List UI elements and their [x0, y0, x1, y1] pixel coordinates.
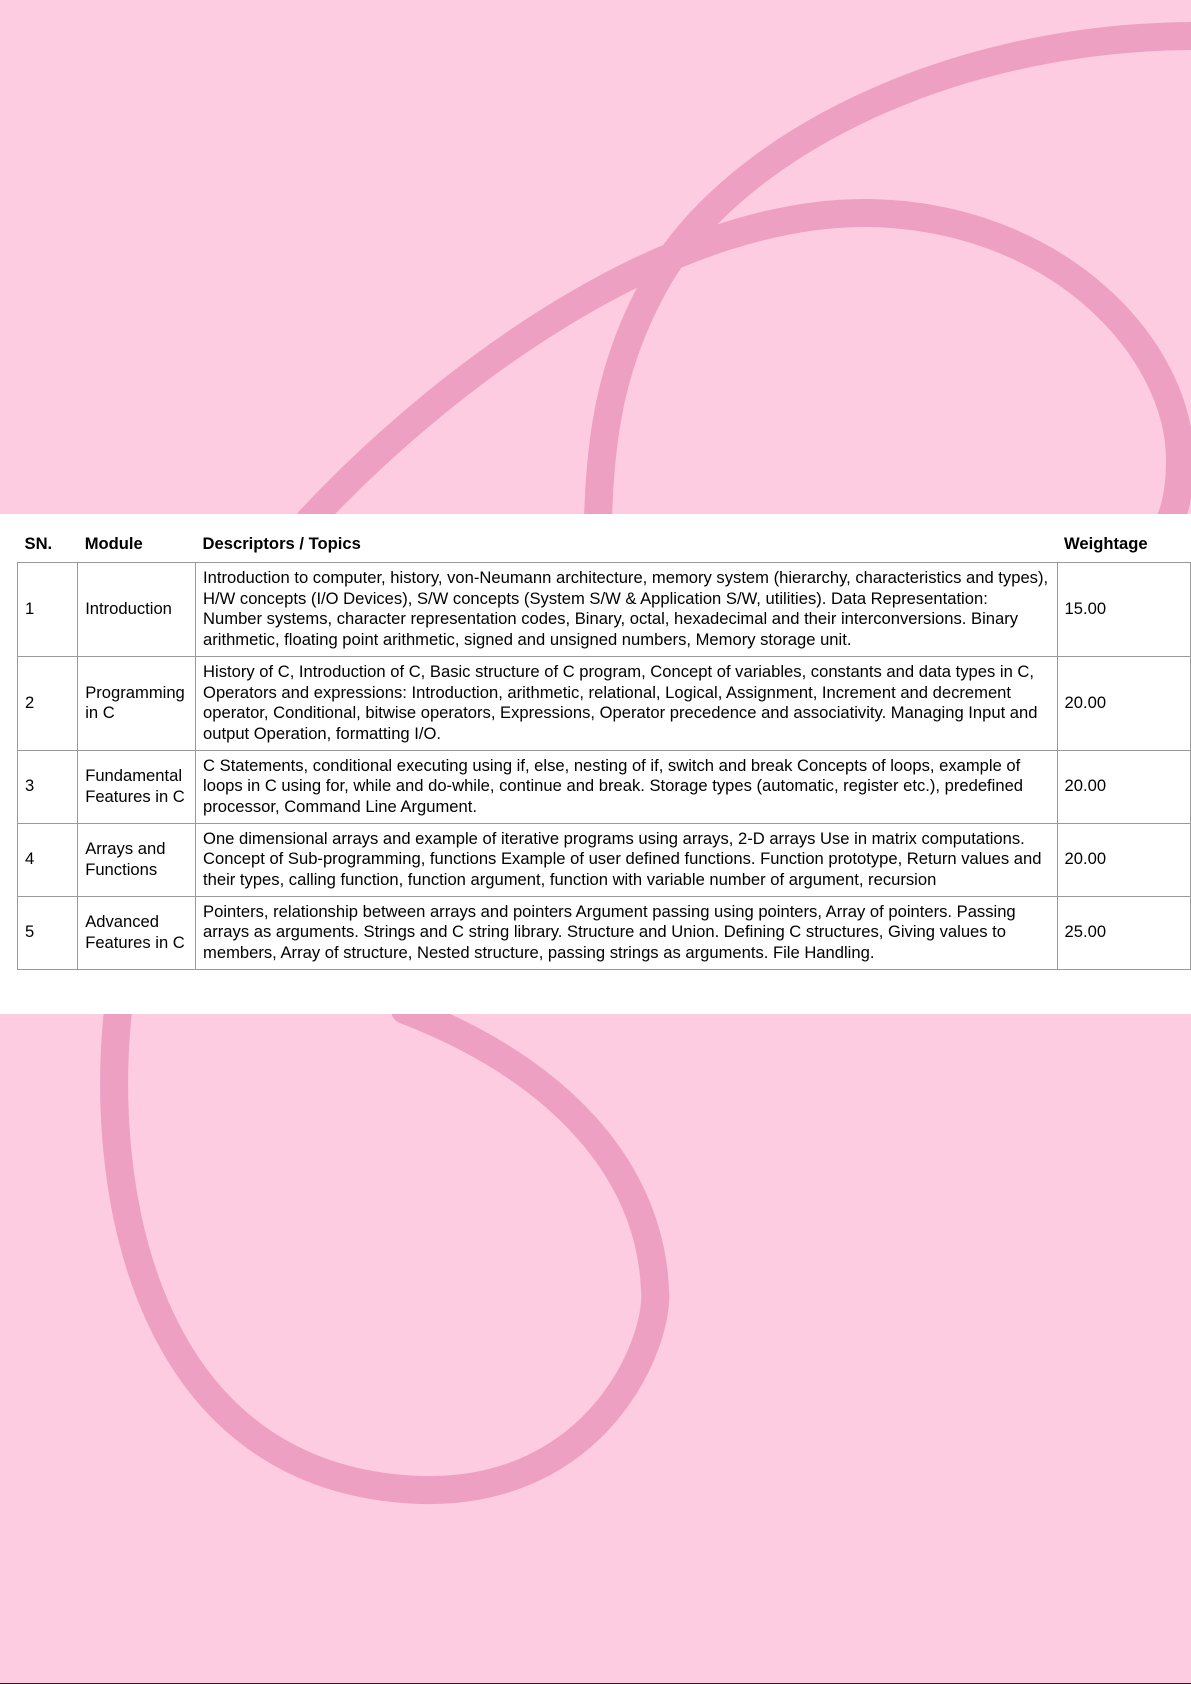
- cell-topics: Introduction to computer, history, von-Neumann architecture, memory system (hierarchy, characteristics and types), H/W concepts (I/O Devices), S/W concepts (System S/W & Application S/W, utilities). Data Representation: Number systems, character representation codes, Binary, octal, hexadecimal and their interconversions. Binary arithmetic, floating point arithmetic, signed and unsigned numbers, Memory storage unit.: [196, 563, 1058, 657]
- header-weightage: Weightage: [1064, 533, 1148, 553]
- cell-sn: 2: [18, 657, 78, 751]
- table-row: [18, 657, 1191, 751]
- syllabus-table: [17, 526, 1191, 970]
- table-row: [18, 824, 1191, 897]
- header-sn: SN.: [24, 533, 53, 553]
- cell-topics: Pointers, relationship between arrays and pointers Argument passing using pointers, Array of pointers. Passing arrays as arguments. Strings and C string library. Structure and Union. Defining C structures, Giving values to members, Array of structure, Nested structure, passing strings as arguments. File Handling.: [196, 897, 1058, 970]
- table-row: [18, 751, 1191, 824]
- cell-sn: 1: [18, 563, 78, 657]
- cell-module: Introduction: [78, 563, 196, 657]
- cell-topics: C Statements, conditional executing using if, else, nesting of if, switch and break Concepts of loops, example of loops in C using for, while and do-while, continue and break. Storage types (automatic, register etc.), predefined processor, Command Line Argument.: [196, 751, 1058, 824]
- cell-sn: 3: [18, 751, 78, 824]
- cell-sn: 4: [18, 824, 78, 897]
- cell-weightage: 20.00: [1057, 824, 1190, 897]
- cell-weightage: 15.00: [1057, 563, 1190, 657]
- cell-sn: 5: [18, 897, 78, 970]
- header-topics: Descriptors / Topics: [202, 533, 361, 553]
- cell-weightage: 25.00: [1057, 897, 1190, 970]
- table-row: [18, 563, 1191, 657]
- cell-topics: History of C, Introduction of C, Basic structure of C program, Concept of variables, constants and data types in C, Operators and expressions: Introduction, arithmetic, relational, Logical, Assignment, Increment and decrement operator, Conditional, bitwise operators, Expressions, Operator precedence and associativity. Managing Input and output Operation, formatting I/O.: [196, 657, 1058, 751]
- cell-module: Fundamental Features in C: [78, 751, 196, 824]
- cell-module: Advanced Features in C: [78, 897, 196, 970]
- cell-module: Programming in C: [78, 657, 196, 751]
- cell-weightage: 20.00: [1057, 657, 1190, 751]
- table-header-row: [18, 526, 1191, 563]
- cell-topics: One dimensional arrays and example of iterative programs using arrays, 2-D arrays Use in matrix computations. Concept of Sub-programming, functions Example of user defined functions. Function prototype, Return values and their types, calling function, function argument, function with variable number of argument, recursion: [196, 824, 1058, 897]
- header-module: Module: [84, 533, 143, 553]
- cell-weightage: 20.00: [1057, 751, 1190, 824]
- cell-module: Arrays and Functions: [78, 824, 196, 897]
- table-row: [18, 897, 1191, 970]
